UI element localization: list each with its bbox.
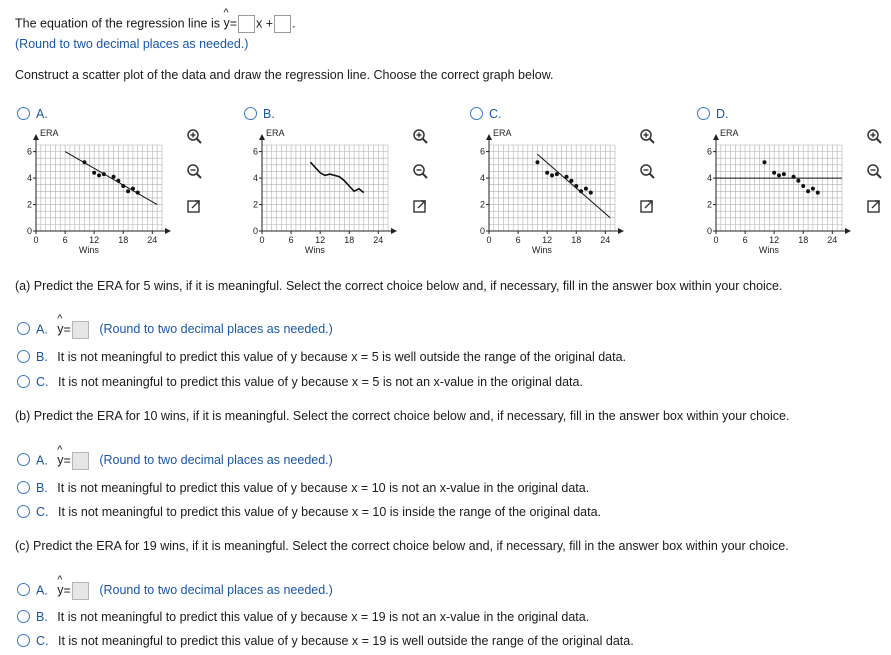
y-tick-label: 4 xyxy=(706,173,712,184)
data-point xyxy=(102,172,106,176)
x-tick-label: 12 xyxy=(315,235,326,245)
data-point xyxy=(112,175,116,179)
part-b-question: (b) Predict the ERA for 10 wins, if it is meaningful. Select the correct choice below and, if necessary, fill in the answer box within your choice. xyxy=(15,409,790,423)
magnifier-handle xyxy=(423,174,428,179)
radio-part-a-a[interactable] xyxy=(17,322,30,335)
radio-part-a-c[interactable] xyxy=(17,375,30,388)
popout-arrow xyxy=(645,201,652,208)
part-b-option-b[interactable]: B. It is not meaningful to predict this value of y because x = 10 is not an x-value in the original data. xyxy=(17,481,589,495)
x-tick-label: 18 xyxy=(118,235,129,245)
y-tick-label: 2 xyxy=(706,199,712,210)
x-axis-label: Wins xyxy=(304,245,325,255)
radio-part-b-b[interactable] xyxy=(17,481,30,494)
y-axis-arrow xyxy=(713,134,719,140)
x-tick-label: 6 xyxy=(288,235,294,245)
graph-option-c[interactable]: C. xyxy=(470,107,502,121)
x-tick-label: 24 xyxy=(373,235,384,245)
x-axis-arrow xyxy=(165,228,171,234)
data-point xyxy=(136,191,140,195)
part-b-answer-box[interactable] xyxy=(72,452,89,470)
data-point xyxy=(126,189,130,193)
magnifier-handle xyxy=(877,174,882,179)
x-axis-arrow xyxy=(618,228,624,234)
data-point xyxy=(97,173,101,177)
graph-c-plot xyxy=(479,125,623,255)
y-tick-label: 0 xyxy=(706,226,712,236)
x-tick-label: 6 xyxy=(742,235,748,245)
y-tick-label: 6 xyxy=(26,146,32,157)
part-c-answer-box[interactable] xyxy=(72,582,89,600)
part-c-question: (c) Predict the ERA for 19 wins, if it is meaningful. Select the correct choice below and, if necessary, fill in the answer box within your choice. xyxy=(15,539,789,553)
part-a-question: (a) Predict the ERA for 5 wins, if it is meaningful. Select the correct choice below and, if necessary, fill in the answer box within your choice. xyxy=(15,279,783,293)
data-point xyxy=(116,179,120,183)
radio-part-b-a[interactable] xyxy=(17,453,30,466)
zoom-in-icon[interactable] xyxy=(639,128,655,144)
part-c-option-b[interactable]: B. It is not meaningful to predict this value of y because x = 19 is not an x-value in the original data. xyxy=(17,610,589,624)
zoom-out-icon[interactable] xyxy=(866,163,882,179)
y-hat-symbol: ^ y xyxy=(57,574,64,598)
y-axis-label: ERA xyxy=(266,128,285,138)
popout-arrow xyxy=(418,201,425,208)
data-point xyxy=(550,173,554,177)
x-tick-label: 12 xyxy=(769,235,780,245)
popout-icon[interactable] xyxy=(186,198,202,214)
popout-arrow xyxy=(872,201,879,208)
part-c-option-c[interactable]: C. It is not meaningful to predict this value of y because x = 19 is well outside the range of the original data. xyxy=(17,634,634,648)
x-tick-label: 24 xyxy=(600,235,611,245)
x-tick-label: 12 xyxy=(89,235,100,245)
y-tick-label: 0 xyxy=(479,226,485,236)
x-tick-label: 18 xyxy=(798,235,809,245)
y-axis-label: ERA xyxy=(40,128,59,138)
x-tick-label: 6 xyxy=(62,235,68,245)
part-a-option-b[interactable]: B. It is not meaningful to predict this value of y because x = 5 is well outside the range of the original data. xyxy=(17,350,626,364)
data-point xyxy=(579,189,583,193)
graph-a-plot xyxy=(26,125,170,255)
y-axis-label: ERA xyxy=(493,128,512,138)
y-tick-label: 0 xyxy=(26,226,32,236)
data-polyline xyxy=(310,162,363,192)
magnifier-handle xyxy=(877,139,882,144)
zoom-in-icon[interactable] xyxy=(186,128,202,144)
radio-graph-a[interactable] xyxy=(17,107,30,120)
data-point xyxy=(565,175,569,179)
y-tick-label: 2 xyxy=(252,199,258,210)
popout-icon[interactable] xyxy=(412,198,428,214)
round-note-equation: (Round to two decimal places as needed.) xyxy=(15,37,249,51)
y-tick-label: 2 xyxy=(479,199,485,210)
y-tick-label: 4 xyxy=(252,173,258,184)
scatter-instruction: Construct a scatter plot of the data and draw the regression line. Choose the correct graph below. xyxy=(15,68,554,82)
y-hat-symbol: ^ y xyxy=(57,444,64,468)
data-point xyxy=(589,191,593,195)
graph-option-a[interactable]: A. xyxy=(17,107,48,121)
regression-line xyxy=(537,154,610,218)
y-tick-label: 4 xyxy=(479,173,485,184)
y-tick-label: 0 xyxy=(252,226,258,236)
slope-answer-box[interactable] xyxy=(238,15,255,33)
graph-d-plot xyxy=(706,125,850,255)
data-point xyxy=(816,191,820,195)
part-a-answer-box[interactable] xyxy=(72,321,89,339)
y-tick-label: 4 xyxy=(26,173,32,184)
zoom-out-icon[interactable] xyxy=(639,163,655,179)
x-axis-arrow xyxy=(391,228,397,234)
part-c-option-a[interactable]: A. ^ y= (Round to two decimal places as needed.) xyxy=(17,582,333,600)
radio-part-b-c[interactable] xyxy=(17,505,30,518)
graph-option-d[interactable]: D. xyxy=(697,107,729,121)
radio-part-c-b[interactable] xyxy=(17,610,30,623)
intercept-answer-box[interactable] xyxy=(274,15,291,33)
magnifier-handle xyxy=(650,139,655,144)
y-tick-label: 6 xyxy=(252,146,258,157)
y-axis-label: ERA xyxy=(720,128,739,138)
x-tick-label: 0 xyxy=(713,235,719,245)
graph-option-b[interactable]: B. xyxy=(244,107,275,121)
x-axis-label: Wins xyxy=(531,245,552,255)
y-tick-label: 6 xyxy=(479,146,485,157)
data-point xyxy=(131,187,135,191)
data-point xyxy=(569,179,573,183)
data-point xyxy=(811,187,815,191)
zoom-in-icon[interactable] xyxy=(412,128,428,144)
data-point xyxy=(762,160,766,164)
data-point xyxy=(82,160,86,164)
y-hat-symbol: ^ y xyxy=(57,313,64,337)
zoom-out-icon[interactable] xyxy=(412,163,428,179)
data-point xyxy=(574,184,578,188)
x-axis-label: Wins xyxy=(78,245,99,255)
data-point xyxy=(535,160,539,164)
data-point xyxy=(121,184,125,188)
radio-graph-d[interactable] xyxy=(697,107,710,120)
data-point xyxy=(801,184,805,188)
magnifier-handle xyxy=(197,174,202,179)
regression-equation-line: The equation of the regression line is ^ y= x + . xyxy=(15,15,296,33)
popout-icon[interactable] xyxy=(639,198,655,214)
data-point xyxy=(555,172,559,176)
zoom-in-icon[interactable] xyxy=(866,128,882,144)
data-point xyxy=(545,171,549,175)
radio-graph-c[interactable] xyxy=(470,107,483,120)
x-axis-label: Wins xyxy=(758,245,779,255)
magnifier-handle xyxy=(650,174,655,179)
y-tick-label: 2 xyxy=(26,199,32,210)
radio-part-c-a[interactable] xyxy=(17,583,30,596)
x-tick-label: 6 xyxy=(515,235,521,245)
popout-arrow xyxy=(192,201,199,208)
data-point xyxy=(782,172,786,176)
y-axis-arrow xyxy=(33,134,39,140)
y-hat-symbol: ^ y xyxy=(223,7,230,31)
part-a-option-a[interactable]: A. ^ y= (Round to two decimal places as needed.) xyxy=(17,321,333,339)
popout-icon[interactable] xyxy=(866,198,882,214)
data-point xyxy=(772,171,776,175)
x-tick-label: 0 xyxy=(486,235,492,245)
zoom-out-icon[interactable] xyxy=(186,163,202,179)
x-tick-label: 24 xyxy=(827,235,838,245)
x-tick-label: 24 xyxy=(147,235,158,245)
y-axis-arrow xyxy=(486,134,492,140)
radio-graph-b[interactable] xyxy=(244,107,257,120)
part-b-option-a[interactable]: A. ^ y= (Round to two decimal places as needed.) xyxy=(17,452,333,470)
magnifier-handle xyxy=(197,139,202,144)
y-axis-arrow xyxy=(259,134,265,140)
data-point xyxy=(92,171,96,175)
data-point xyxy=(792,175,796,179)
data-point xyxy=(584,187,588,191)
x-tick-label: 18 xyxy=(571,235,582,245)
x-axis-arrow xyxy=(845,228,851,234)
y-tick-label: 6 xyxy=(706,146,712,157)
radio-part-a-b[interactable] xyxy=(17,350,30,363)
radio-part-c-c[interactable] xyxy=(17,634,30,647)
x-tick-label: 0 xyxy=(33,235,39,245)
x-tick-label: 18 xyxy=(344,235,355,245)
part-b-option-c[interactable]: C. It is not meaningful to predict this value of y because x = 10 is inside the range of the original data. xyxy=(17,505,601,519)
graph-b-plot xyxy=(252,125,396,255)
part-a-option-c[interactable]: C. It is not meaningful to predict this value of y because x = 5 is not an x-value in the original data. xyxy=(17,375,583,389)
x-tick-label: 12 xyxy=(542,235,553,245)
magnifier-handle xyxy=(423,139,428,144)
data-point xyxy=(796,179,800,183)
data-point xyxy=(806,189,810,193)
data-point xyxy=(777,173,781,177)
x-tick-label: 0 xyxy=(259,235,265,245)
